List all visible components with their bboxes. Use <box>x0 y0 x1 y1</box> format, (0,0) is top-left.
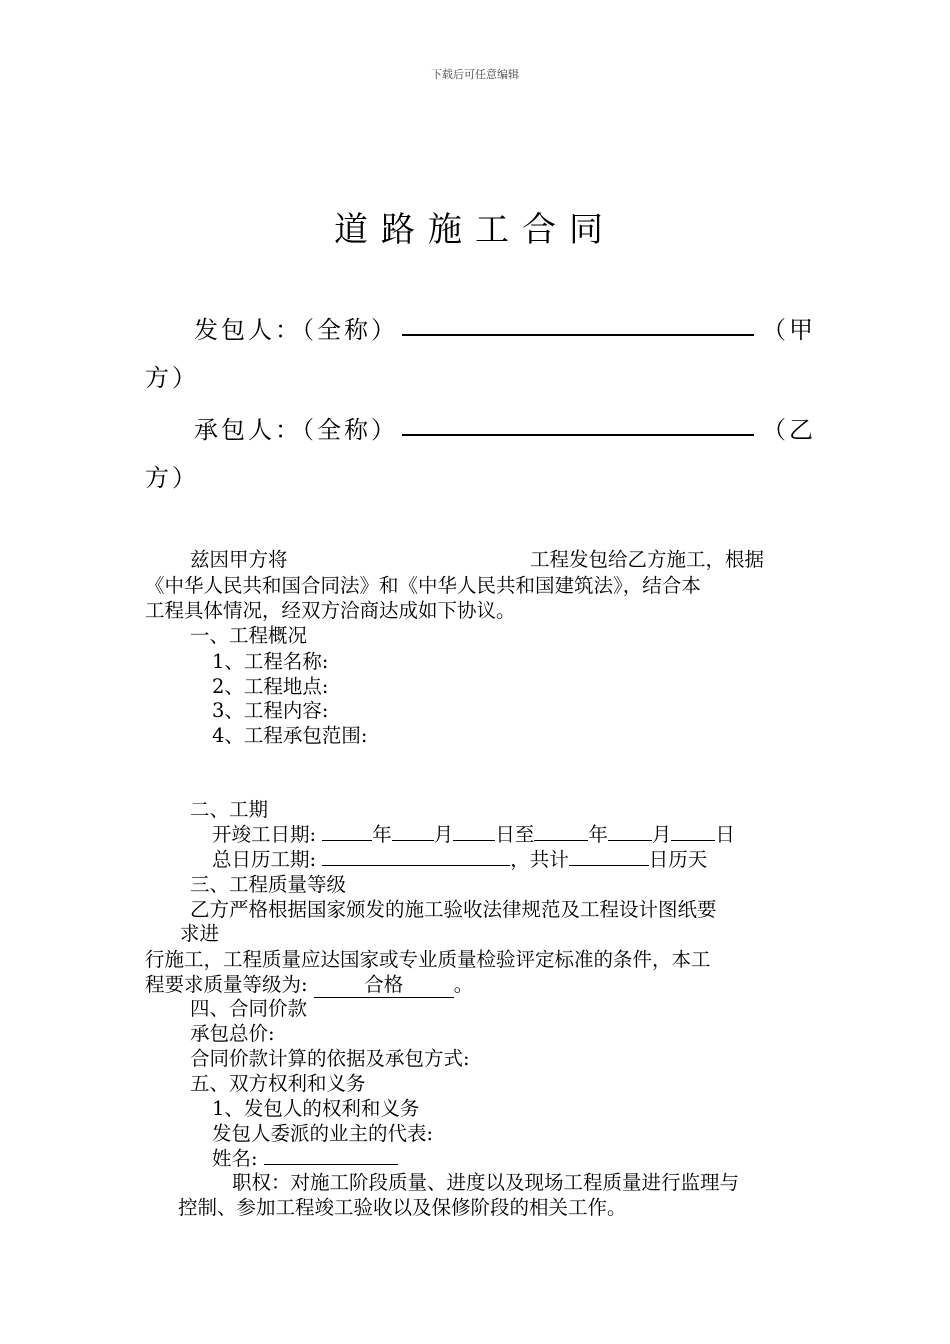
party-a-name-blank[interactable] <box>402 334 754 336</box>
section4-heading: 四、合同价款 <box>190 997 308 1020</box>
total-period-blank[interactable] <box>322 865 510 866</box>
rep-powers-line2: 控制、参加工程竣工验收以及保修阶段的相关工作。 <box>178 1196 627 1219</box>
end-year-blank[interactable] <box>534 840 588 841</box>
total-period-label: 总日历工期: <box>212 848 317 871</box>
total-period-line <box>212 848 707 872</box>
start-day-blank[interactable] <box>453 840 495 841</box>
year-text: 年 <box>372 823 392 846</box>
quality-para-1: 乙方严格根据国家颁发的施工验收法律规范及工程设计图纸要 <box>190 898 717 921</box>
page-title: 道路施工合同 <box>334 210 616 250</box>
total-price-label: 承包总价: <box>190 1022 275 1045</box>
day-text: 日 <box>715 823 735 846</box>
section2-heading: 二、工期 <box>190 798 269 821</box>
project-name-label: 1、工程名称: <box>212 650 329 673</box>
start-month-blank[interactable] <box>392 840 434 841</box>
intro-line2: 《中华人民共和国合同法》和《中华人民共和国建筑法》，结合本 <box>145 574 701 597</box>
rep-powers-line1: 职权：对施工阶段质量、进度以及现场工程质量进行监理与 <box>232 1171 740 1194</box>
to-text: 日至 <box>495 823 535 846</box>
party-b-label: 承包人：（全称） <box>194 416 398 444</box>
year-text-2: 年 <box>588 823 608 846</box>
end-month-blank[interactable] <box>608 840 652 841</box>
end-day-blank[interactable] <box>671 840 715 841</box>
quality-period: 。 <box>453 973 474 996</box>
intro-line3: 工程具体情况，经双方洽商达成如下协议。 <box>145 599 516 622</box>
intro-line1-a: 兹因甲方将 <box>190 548 288 571</box>
section1-heading: 一、工程概况 <box>190 624 308 647</box>
price-basis-label: 合同价款计算的依据及承包方式: <box>190 1047 470 1070</box>
start-year-blank[interactable] <box>322 840 372 841</box>
section3-heading: 三、工程质量等级 <box>190 873 347 896</box>
rep-name-blank[interactable] <box>264 1164 398 1165</box>
employer-rights-heading: 1、发包人的权利和义务 <box>212 1097 420 1120</box>
employer-rep-label: 发包人委派的业主的代表: <box>212 1122 434 1145</box>
quality-level-value[interactable]: 合格 <box>314 973 454 998</box>
quality-level-label: 程要求质量等级为: <box>145 973 308 996</box>
project-location-label: 2、工程地点: <box>212 675 329 698</box>
total-days-blank[interactable] <box>569 865 649 866</box>
project-scope-label: 4、工程承包范围: <box>212 724 368 747</box>
party-b-suffix: （乙 <box>762 416 816 444</box>
month-text: 月 <box>433 823 454 846</box>
header-note: 下载后可任意编辑 <box>431 68 519 81</box>
rep-name-label: 姓名: <box>212 1147 258 1170</box>
party-a-wrap: 方） <box>145 364 199 392</box>
project-content-label: 3、工程内容: <box>212 699 329 722</box>
party-b-name-blank[interactable] <box>402 434 754 436</box>
party-b-wrap: 方） <box>145 464 199 492</box>
party-a-suffix: （甲 <box>762 316 816 344</box>
party-a-label: 发包人：（全称） <box>194 316 398 344</box>
rep-name-line <box>212 1147 398 1171</box>
schedule-line <box>212 823 735 847</box>
quality-para-3: 行施工，工程质量应达国家或专业质量检验评定标准的条件，本工 <box>145 948 711 971</box>
start-end-label: 开竣工日期: <box>212 823 317 846</box>
intro-line1-b: 工程发包给乙方施工，根据 <box>530 548 765 571</box>
section5-heading: 五、双方权利和义务 <box>190 1072 366 1095</box>
total-end-text: 日历天 <box>648 848 708 871</box>
total-mid-text: ，共计 <box>510 848 569 871</box>
month-text-2: 月 <box>651 823 672 846</box>
quality-para-2: 求进 <box>180 922 220 945</box>
quality-level-line <box>145 973 473 998</box>
